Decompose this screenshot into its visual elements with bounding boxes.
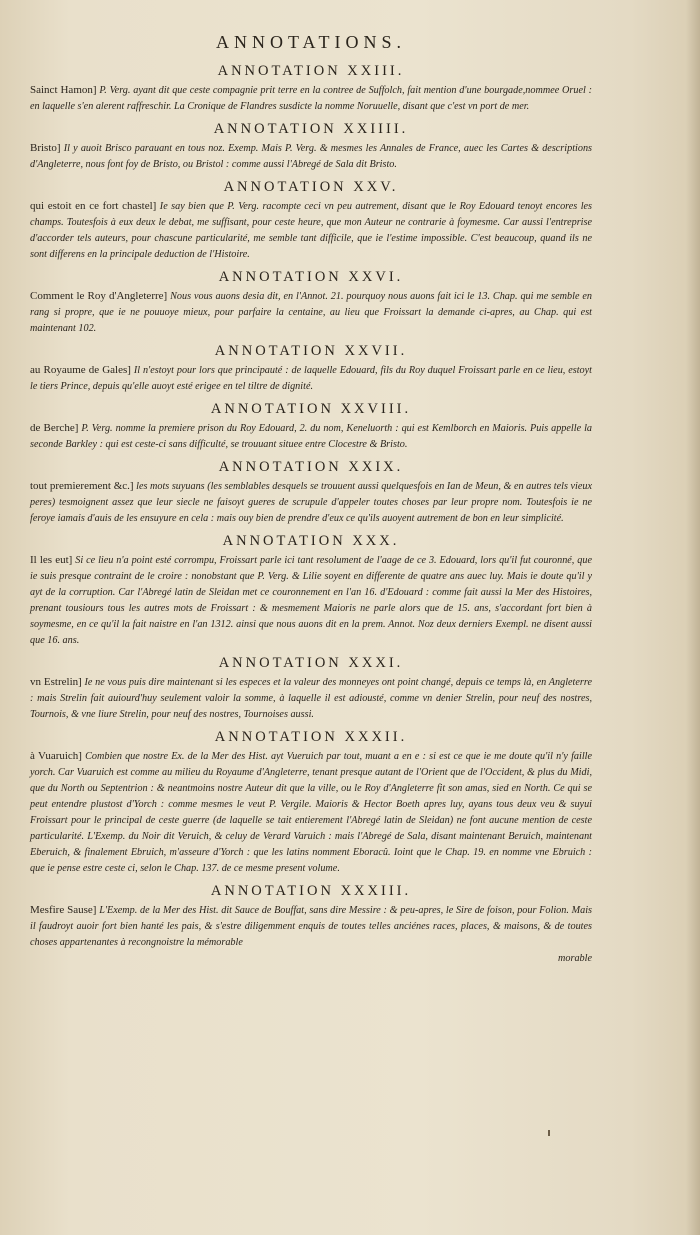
annotation-body	[30, 902, 592, 951]
catchword: morable	[558, 953, 592, 964]
annotation-lemma: de Berche]	[30, 422, 79, 434]
annotation-body	[30, 674, 592, 723]
annotation-title: ANNOTATION XXXIII.	[210, 883, 412, 899]
annotation-text: Il y auoit Brisco parauant en tous noz. Exemp. Mais P. Verg. & mesmes les Annales de France, auec les Cartes & descriptions d'Angleterre, nous font foy de Bristo, ou Bristol : comme aussi l'Abregé de Sala dit Bristo.	[30, 143, 593, 170]
annotation-lemma: Sainct Hamon]	[30, 84, 97, 96]
running-head: ANNOTATIONS.	[215, 32, 407, 52]
annotation-text: L'Exemp. de la Mer des Hist. dit Sauce de Bouffat, sans dire Messire : & peu-apres, le Sire de foison, pour Folion. Mais il faudroyt auoir fort bien hanté les pais, & s'estre diligemment enquis de toutes telles anciénes races, places, & maisons, & de toutes choses appartenantes à recongnoistre la mémorable	[30, 905, 592, 948]
annotation-text: P. Verg. ayant dit que ceste compagnie prit terre en la contree de Suffolch, fait mention d'une bourgade,nommee Oruel : en laquelle s'en alerent raffreschir. La Cronique de Flandres susdicte la nomme Noruuelle, disant que c'est vn port de mer.	[30, 85, 592, 112]
annotation-title: ANNOTATION XXIII.	[217, 63, 405, 79]
annotation-text: Si ce lieu n'a point esté corrompu, Froissart parle ici tant resolument de l'aage de ce 3. Edouard, lors qu'il fut couronné, que ie suis presque contraint de le croire : nonobstant que P. Verg. & Lilie soyent en differente de quatre ans auec luy. Mais ie doute qu'il y ayt de la corruption. Car l'Abregé latin de Sleidan met ce couronnement en l'an 16. d'Edouard : comme fait aussi la Mer des Histoires, prenant tousiours tous les autres mots de Froissart : & mesmement Maioris ne parle alors que de 15. ans, s'accordant fort bien à soymesme, en ce qu'il la fait naistre en l'an 1312. ainsi que nous auons dit en la prem. Annot. Noz deux derniers Exempl. ne disent aussi que 16. ans.	[30, 555, 592, 646]
annotation-text: Combien que nostre Ex. de la Mer des Hist. ayt Vueruich par tout, muant a en e : si est ce que ie me doute qu'il n'y faille yorch. Car Vuaruich est comme au milieu du Royaume d'Angleterre, tenant presque autant de l'Orient que de l'Occident, & plus du Midi, que du North ou Septentrion : & neantmoins nostre Auteur dit que la ville, ou le Roy d'Angleterre fit son amas, sied en North. Ce qui se peut entendre plustost d'Yorch : comme mesmes le veut P. Vergile. Maioris & Hector Boeth apres luy, ayans tous deux veu & suyui Froissart pour le principal de ceste guerre (de laquelle se tait entierement l'Abregé latin de Sleidan) ne font aucune mention de ceste particularité. L'Exemp. du Noir dit Veruich, & celuy de Verard Varuich : mais l'Abregé de Sala, disant maintenant Beruich, maintenant Eberuich, & finalement Ebruich, m'asseure d'Yorch : que les latins nomment Eboracû. Ioint que le Chap. 19. en nomme vne Ebruich : que ie pense estre ceste ci, selon le Chap. 137. de ce mesme present volume.	[30, 751, 593, 874]
annotation-title: ANNOTATION XXVI.	[218, 269, 404, 285]
annotation-text: Ie say bien que P. Verg. racompte ceci vn peu autrement, disant que le Roy Edouard tenoyt encores les champs. Toutesfois à eux deux le debat, me suffisant, pour ceste heure, que mon Auteur ne contrarie à foymesme. Car aussi l'entreprise d'accorder tels auteurs, pour chascune particularité, me semble tant difficile, que ie l'estime impossible. C'est beaucoup, quand ils ne sont differens en la principale deduction de l'Histoire.	[30, 201, 593, 260]
annotation-lemma: Il les eut]	[30, 554, 73, 566]
annotation-title: ANNOTATION XXXII.	[214, 729, 408, 745]
ink-mark	[548, 1130, 550, 1136]
annotation-title: ANNOTATION XXIX.	[218, 459, 404, 475]
annotation-text: Nous vous auons desia dit, en l'Annot. 21. pourquoy nous auons fait ici le 13. Chap. qui me semble en rang si propre, que ie ne pouuoye mieux, pour parfaire la centaine, au lieu que Froissart la demande ci-apres, au Chap. qui est maintenant 102.	[30, 291, 592, 334]
annotation-body	[30, 748, 592, 877]
annotation-list	[30, 63, 592, 951]
annotation-lemma: Mesfire Sause]	[30, 904, 97, 916]
annotation-title: ANNOTATION XXX.	[222, 533, 400, 549]
annotation-title: ANNOTATION XXVII.	[214, 343, 408, 359]
annotation-title: ANNOTATION XXVIII.	[210, 401, 412, 417]
annotation-body	[30, 198, 592, 263]
annotation-lemma: vn Estrelin]	[30, 676, 82, 688]
annotation-body	[30, 478, 592, 527]
annotation-body	[30, 420, 592, 453]
annotation-title: ANNOTATION XXV.	[223, 179, 399, 195]
annotation-lemma: qui estoit en ce fort chastel]	[30, 200, 157, 212]
annotation-body	[30, 552, 592, 649]
annotation-body	[30, 82, 592, 115]
annotation-body	[30, 362, 592, 395]
annotation-text: P. Verg. nomme la premiere prison du Roy Edouard, 2. du nom, Keneluorth : qui est Kemlborch en Maioris. Puis appelle la seconde Barkley : qui est ceste-ci sans difficulté, se trouuant situee entre Clocestre & Bristo.	[30, 423, 592, 450]
annotation-lemma: tout premierement &c.]	[30, 480, 134, 492]
annotation-title: ANNOTATION XXXI.	[218, 655, 404, 671]
page-edge-shadow	[686, 0, 700, 1235]
annotation-lemma: à Vuaruich]	[30, 750, 82, 762]
annotation-body	[30, 140, 592, 173]
annotation-text: Ie ne vous puis dire maintenant si les especes et la valeur des monneyes ont point changé, depuis ce temps là, en Angleterre : mais Strelin fait auiourd'huy seulement valoir la somme, à laquelle il est adiousté, comme vn denier Strelin, pour neuf des nostres, Tournois, & vne liure Strelin, pour neuf des nostres, Tournoises aussi.	[30, 677, 592, 720]
annotation-lemma: Bristo]	[30, 142, 61, 154]
annotation-body	[30, 288, 592, 337]
annotation-lemma: Comment le Roy d'Angleterre]	[30, 290, 168, 302]
annotation-text: Il n'estoyt pour lors que principauté : de laquelle Edouard, fils du Roy duquel Froissart parle en ce lieu, estoyt le tiers Prince, depuis qu'elle auoyt esté erigee en tel tiltre de dignité.	[30, 365, 592, 392]
annotation-lemma: au Royaume de Gales]	[30, 364, 131, 376]
annotation-text: les mots suyuans (les semblables desquels se trouuent aussi quelquesfois en Ian de Meun, & en autres tels vieux peres) tesmoignent assez que leur siecle ne faisoyt gueres de scrupule d'appeler toutes choses par leur propre nom. Toutesfois ie ne feroye iamais d'auis de les ensuyure en cela : mais ouy bien de prendre d'eux ce qu'ils auoyent autrement de bon en leur simplicité.	[30, 481, 592, 524]
annotation-title: ANNOTATION XXIIII.	[213, 121, 409, 137]
